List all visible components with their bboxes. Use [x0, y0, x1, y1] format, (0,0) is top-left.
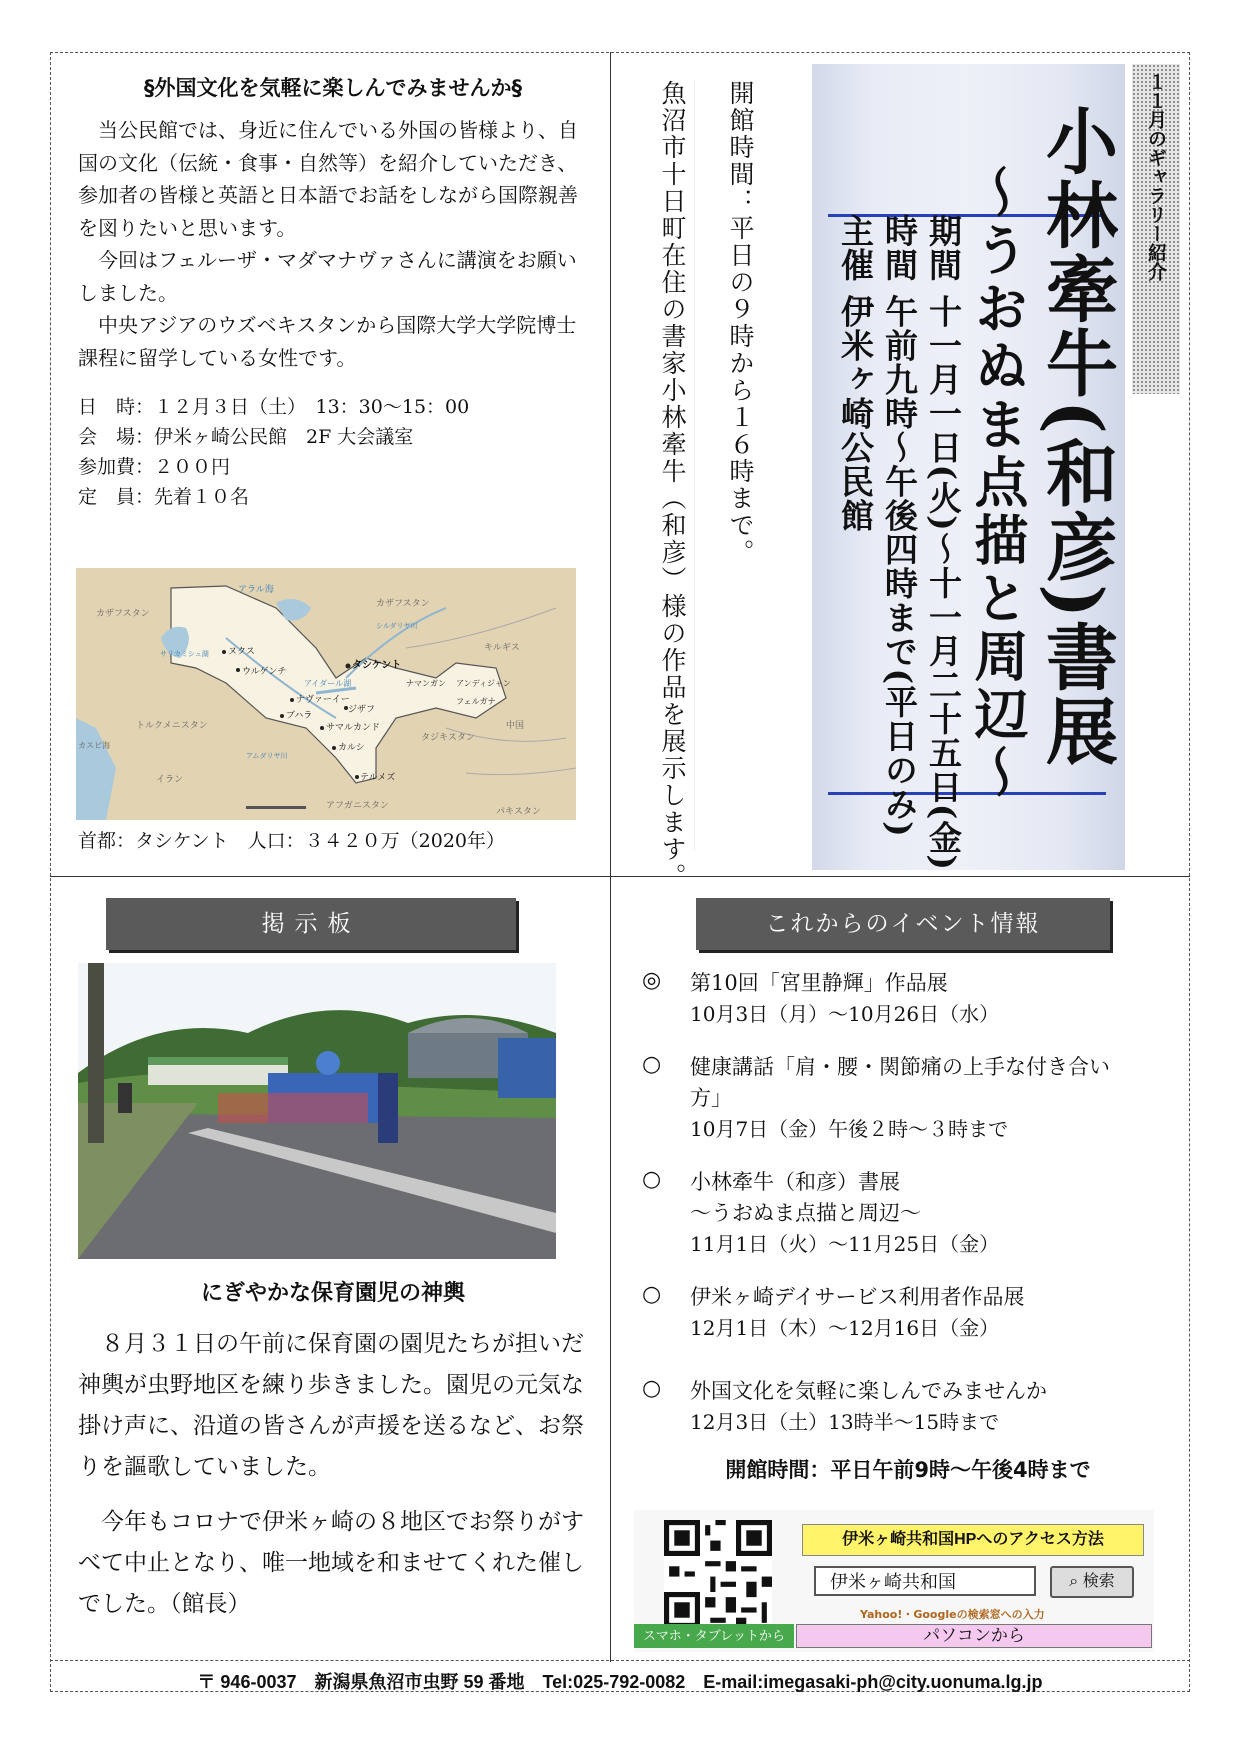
gallery-description: 魚沼市十日町在住の書家小林牽牛（和彦）様の作品を展示します。 [650, 80, 695, 850]
footer-divider [50, 1660, 1190, 1661]
map-label: アムダリヤ川 [246, 753, 288, 760]
map-caption: 首都：タシケント 人口：３４２０万（2020年） [78, 830, 506, 852]
scroll-host: 主催 伊米ヶ崎公民館 [836, 214, 875, 533]
search-icon: ⌕ [1069, 1573, 1079, 1590]
bulletin-title: にぎやかな保育園児の神輿 [200, 1281, 465, 1306]
event-fee: 参加費：２００円 [78, 456, 231, 478]
calligraphy-scroll [812, 64, 1125, 870]
map-label: サマルカンド [326, 722, 381, 732]
event-capacity: 定 員：先着１０名 [78, 486, 250, 508]
event-title: 伊米ヶ崎デイサービス利用者作品展 [690, 1285, 1025, 1309]
map-label: フェルガナ [456, 697, 496, 706]
bulletin-header: 掲示板 [106, 898, 516, 950]
search-button-label: 検索 [1082, 1573, 1115, 1590]
pc-label: パソコンから [796, 1624, 1152, 1648]
event-date: 10月7日（金）午後２時〜３時まで [690, 1117, 1009, 1141]
map-label: タシケント [352, 660, 402, 671]
opening-hours: 開館時間：平日午前9時〜午後4時まで [725, 1458, 1091, 1482]
map-label: パキスタン [496, 806, 541, 816]
event-item [640, 1052, 1140, 1145]
circle-icon: ○ [642, 1167, 662, 1192]
map-label: カザフスタン [376, 598, 430, 608]
event-title: 外国文化を気軽に楽しんでみませんか [690, 1379, 1047, 1403]
event-item [640, 1282, 1140, 1344]
map-label: 中国 [506, 720, 525, 730]
map-label: カスピ海 [78, 741, 110, 750]
map-label: キルギス [484, 642, 520, 652]
column-divider [610, 52, 611, 1662]
scroll-time: 時間 午前九時〜午後四時まで(平日のみ) [880, 214, 919, 838]
search-button[interactable] [1050, 1566, 1134, 1598]
scroll-title: 小林牽牛(和彦)書展 [1034, 104, 1119, 769]
event-info [78, 392, 588, 512]
qr-code-icon[interactable] [664, 1520, 772, 1628]
events-list [640, 968, 1140, 1460]
foreign-culture-article [78, 70, 588, 512]
article-title: §外国文化を気軽に楽しんでみませんか§ [144, 76, 522, 100]
event-item [640, 968, 1140, 1030]
gallery-label [1132, 64, 1180, 394]
circle-icon: ○ [642, 1282, 662, 1307]
scroll-subtitle: 〜うおぬま点描と周辺〜 [966, 164, 1030, 802]
article-paragraph: 今回はフェルーザ・マダマナヴァさんに講演をお願いしました。 [78, 248, 577, 305]
event-title: 第10回「宮里静輝」作品展 [690, 971, 948, 995]
map-label: ウルゲンチ [242, 666, 287, 676]
gallery-label-text: １１月のギャラリー紹介 [1145, 72, 1166, 281]
event-venue: 会 場：伊米ヶ崎公民館 2F 大会議室 [78, 426, 414, 448]
map-label: カザフスタン [96, 608, 150, 618]
map-label: ブハラ [286, 710, 313, 720]
event-date: 10月3日（月）〜10月26日（水） [690, 1002, 1000, 1026]
article-paragraph: 中央アジアのウズベキスタンから国際大学大学院博士課程に留学している女性です。 [78, 313, 577, 370]
uzbekistan-map [76, 568, 576, 820]
row-divider [50, 876, 1190, 877]
website-access-box [634, 1510, 1154, 1652]
event-item [640, 1167, 1140, 1260]
map-label: サリカミシュ湖 [160, 651, 209, 658]
event-title: 小林牽牛（和彦）書展 〜うおぬま点描と周辺〜 [690, 1170, 921, 1225]
event-title: 健康講話「肩・腰・関節痛の上手な付き合い方」 [690, 1055, 1110, 1110]
scroll-period: 期間 十一月一日(火)〜十一月二十五日(金) [924, 214, 963, 871]
map-label: ヌクス [228, 646, 255, 656]
map-label: シルダリヤ川 [376, 623, 418, 630]
circle-icon: ○ [642, 1376, 662, 1401]
event-datetime: 日 時：１２月３日（土） 13：30〜15：00 [78, 396, 470, 418]
event-date: 12月1日（木）〜12月16日（金） [690, 1316, 1000, 1340]
map-label: テルメズ [360, 772, 396, 782]
map-label: タジキスタン [421, 732, 475, 742]
map-label: アイダール湖 [304, 679, 352, 688]
article-body [78, 114, 588, 374]
event-item [640, 1376, 1140, 1438]
double-circle-icon: ◎ [642, 968, 662, 993]
festival-photo [78, 963, 556, 1259]
footer-contact: 〒 946-0037 新潟県魚沼市虫野 59 番地 Tel:025-792-0082 E-mail:imegasaki-ph@city.uonuma.lg.jp [197, 1672, 1043, 1692]
bulletin-paragraph: 今年もコロナで伊米ヶ崎の８地区でお祭りがすべて中止となり、唯一地域を和ませてくれた催しでした。（館長） [78, 1509, 584, 1617]
search-input[interactable]: 伊米ヶ崎共和国 [814, 1566, 1036, 1596]
map-label: ナマンガン [406, 679, 446, 688]
events-header: これからのイベント情報 [696, 898, 1110, 950]
gallery-hours: 開館時間：平日の９時から１６時まで。 [726, 80, 755, 566]
map-label: ジザフ [348, 704, 376, 714]
bulletin-paragraph: ８月３１日の午前に保育園の園児たちが担いだ神輿が虫野地区を練り歩きました。園児の元気な掛け声に、沿道の皆さんが声援を送るなど、お祭りを謳歌していました。 [78, 1331, 584, 1480]
map-label: イラン [156, 774, 184, 784]
map-label: アンディジャン [456, 679, 511, 688]
bulletin-body [78, 1324, 588, 1639]
event-date: 11月1日（火）〜11月25日（金） [690, 1232, 1000, 1256]
map-label: アフガニスタン [326, 800, 389, 810]
smartphone-label: スマホ・タブレットから [634, 1624, 794, 1648]
event-date: 12月3日（土）13時半〜15時まで [690, 1410, 1000, 1434]
access-title: 伊米ヶ崎共和国HPへのアクセス方法 [802, 1524, 1144, 1556]
map-label: トルクメニスタン [136, 720, 208, 730]
map-label: アラル海 [238, 584, 274, 594]
search-note: Yahoo!・Googleの検索窓への入力 [860, 1608, 1045, 1621]
map-label: カルシ [338, 742, 365, 752]
article-paragraph: 当公民館では、身近に住んでいる外国の皆様より、自国の文化（伝統・食事・自然等）を紹介していただき、参加者の皆様と英語と日本語でお話をしながら国際親善を図りたいと思います。 [78, 118, 578, 240]
map-label: ナヴァーイー [296, 694, 350, 704]
circle-icon: ○ [642, 1052, 662, 1077]
